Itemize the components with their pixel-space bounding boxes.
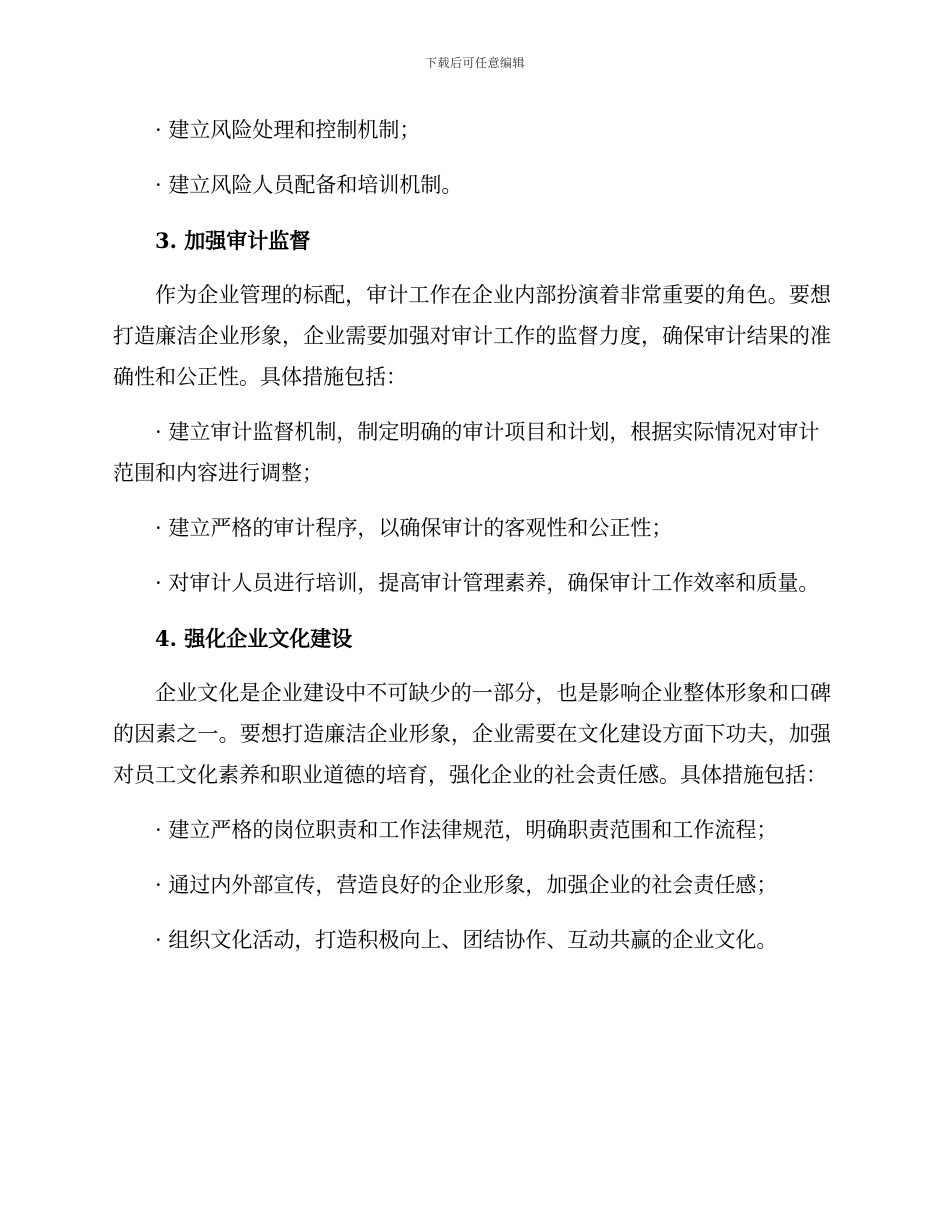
bullet-item: · 通过内外部宣传，营造良好的企业形象，加强企业的社会责任感； (155, 873, 778, 897)
bullet-item: · 组织文化活动，打造积极向上、团结协作、互动共赢的企业文化。 (155, 928, 778, 952)
body-paragraph: 作为企业管理的标配，审计工作在企业内部扮演着非常重要的角色。要想打造廉洁企业形象，企业需要加强对审计工作的监督力度，确保审计结果的准确性和公正性。具体措施包括： (113, 283, 831, 389)
bullet-item: · 建立审计监督机制，制定明确的审计项目和计划，根据实际情况对审计范围和内容进行调整； (113, 420, 820, 485)
section-heading: 4. 强化企业文化建设 (155, 626, 353, 651)
document-body (113, 110, 831, 975)
section-heading: 3. 加强审计监督 (155, 228, 311, 253)
page-header: 下载后可任意编辑 (424, 56, 525, 70)
bullet-item: · 建立风险处理和控制机制； (155, 118, 421, 142)
body-paragraph: 企业文化是企业建设中不可缺少的一部分，也是影响企业整体形象和口碑的因素之一。要想打造廉洁企业形象，企业需要在文化建设方面下功夫，加强对员工文化素养和职业道德的培育，强化企业的社会责任感。具体措施包括： (113, 681, 831, 787)
bullet-item: · 建立风险人员配备和培训机制。 (155, 173, 463, 197)
bullet-item: · 对审计人员进行培训，提高审计管理素养，确保审计工作效率和质量。 (155, 571, 820, 595)
bullet-item: · 建立严格的审计程序，以确保审计的客观性和公正性； (155, 516, 673, 540)
bullet-item: · 建立严格的岗位职责和工作法律规范，明确职责范围和工作流程； (155, 818, 778, 842)
